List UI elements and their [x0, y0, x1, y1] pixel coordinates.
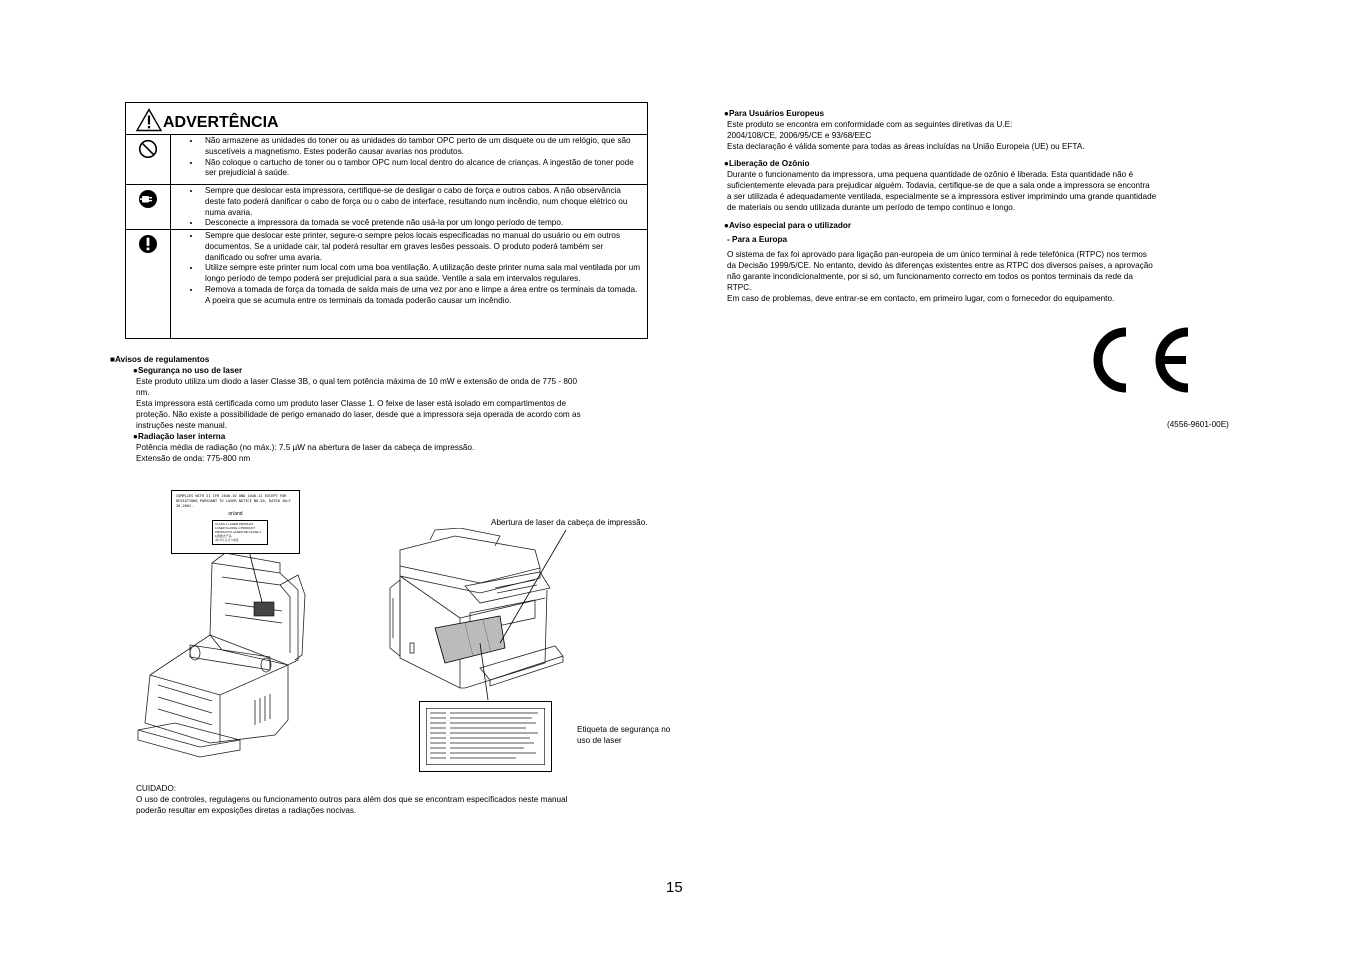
warning-item: • Utilize sempre este printer num local com uma boa ventilação. A utilização deste printer numa sala mal ventilada por um longo período de tempo poderá ser prejudicial para a sua saúde. Ventile a sala em intervalos regulares.	[201, 263, 641, 285]
page-number: 15	[666, 879, 683, 896]
warning-item: • Não armazene as unidades do toner ou as unidades do tambor OPC perto de um disquete ou de um relógio, que são suscetíveis a magnetismo. Estes poderão causar avarias nos produtos.	[201, 136, 641, 158]
warning-row	[126, 135, 647, 185]
user-notice-heading: ●Aviso especial para o utilizador	[724, 221, 852, 230]
caution-heading: CUIDADO:	[136, 784, 177, 793]
warning-item: • Não coloque o cartucho de toner ou o tambor OPC num local dentro do alcance de crianças. A ingestão de toner pode ser prejudicial à saúde.	[201, 158, 641, 180]
warning-header	[126, 103, 647, 135]
warning-item: • Sempre que deslocar este printer, segure-o sempre pelos locais especificadas no manual do usuário ou em outros documentos. Se a unidade cair, tal poderá resultar em graves lesões pessoais. O produto poderá também ser danificado ou sofrer uma avaria.	[201, 231, 641, 263]
laser-safety-text: Este produto utiliza um diodo a laser Classe 3B, o qual tem potência máxima de 10 mW e extensão de onda de 775 - 800 nm. Esta impressora está certificada como um produto laser Classe 1. O feixe de laser está isolado em compartimentos de proteção. Não existe a possibilidade de perigo emanado do laser, desde que a impressora seja operada de acordo com as instruções neste manual.	[136, 377, 581, 430]
warning-row	[126, 230, 647, 339]
prohibition-icon	[138, 139, 158, 159]
eu-users-heading: ●Para Usuários Europeus	[724, 109, 825, 118]
document-code: (4556-9601-00E)	[1167, 420, 1229, 429]
warning-item: • Desconecte a impressora da tomada se você pretende não usá-la por um longo período de tempo.	[201, 218, 641, 229]
class-1-laser-label: CLASS 1 LASER PRODUCT LASER KLASSE 1 PRODUKT PRODUCTO LASER DE CLASE 1 1级激光产品 레이저 등급 1제품	[212, 520, 268, 545]
ozone-text: Durante o funcionamento da impressora, uma pequena quantidade de ozônio é liberada. Esta quantidade não é suficientemente elevada para prejudicar alguém. Todavia, certifique-se de que a sala onde a impressora se encontra a ser utilizada é adequadamente ventilada, especialmente se a impressora estiver imprimindo uma grande quantidade de materiais ou sendo utilizada durante um período de tempo contínuo e longo.	[727, 170, 1157, 212]
regulatory-heading: ■Avisos de regulamentos	[110, 355, 210, 364]
callout-lines	[470, 525, 580, 705]
europe-subheading: - Para a Europa	[727, 235, 788, 244]
callout-laser-aperture: Abertura de laser da cabeça de impressão.	[491, 518, 648, 527]
warning-item: • Sempre que deslocar esta impressora, certifique-se de desligar o cabo de força e outros cabos. A não observância deste fato poderá danificar o cabo de força ou o cabo de interface, resultando num incêndio, num choque elétrico ou numa avaria.	[201, 186, 641, 218]
warning-row	[126, 185, 647, 230]
unplug-icon	[138, 189, 158, 209]
internal-radiation-heading: ●Radiação laser interna	[133, 432, 226, 441]
callout-safety-label: Etiqueta de segurança no uso de laser	[577, 725, 671, 745]
warning-item: • Remova a tomada de força da tomada de saída mais de uma vez por ano e limpe a área entre os terminais da tomada. A poeira que se acumula entre os terminais da tomada poderão causar um incêndio.	[201, 285, 641, 307]
eu-users-text: Este produto se encontra em conformidade com as seguintes diretivas da U.E: 2004/108/CE, 2006/95/CE e 93/68/EEC Esta declaração é válida somente para todas as áreas incluídas na União Europeia (UE) ou EFTA.	[727, 120, 1085, 151]
exclamation-icon	[138, 234, 158, 254]
warning-title: ADVERTÊNCIA	[163, 114, 279, 131]
compliance-label: COMPLIES WITH 21 CFR 1040.10 AND 1040.11 EXCEPT FOR DEVIATIONS PURSUANT TO LASER NOTICE NO.50, DATED JULY 26,2001. or/and CLASS 1 LASER PRODUCT LASER KLASSE 1 PRODUKT PRODUCTO LASER DE CLASE 1 1级激光产品 레이저 등급 1제품	[171, 490, 300, 554]
ce-mark	[1090, 324, 1194, 396]
europe-text: O sistema de fax foi aprovado para ligação pan-europeia de um único terminal à rede telefónica (RTPC) nos termos da Decisão 1999/5/CE. No entanto, devido às diferenças existentes entre as RTPC dos diversos países, a aprovação não garante incondicionalmente, por si só, um funcionamento correcto em todos os pontos terminais da rede da RTPC. Em caso de problemas, deve entrar-se em contacto, em primeiro lugar, com o fornecedor do equipamento.	[727, 250, 1153, 303]
internal-radiation-text: Potência média de radiação (no máx.): 7.5 µW na abertura de laser da cabeça de impressão. Extensão de onda: 775-800 nm	[136, 443, 475, 463]
safety-label-graphic	[426, 708, 545, 765]
laser-safety-label	[419, 701, 552, 772]
warning-box	[125, 102, 648, 339]
warning-triangle-icon	[136, 108, 162, 132]
laser-safety-heading: ●Segurança no uso de laser	[133, 366, 243, 375]
ozone-heading: ●Liberação de Ozônio	[724, 159, 810, 168]
caution-block: CUIDADO: O uso de controles, regulagens ou funcionamento outros para além dos que se encontram especificados neste manual poderão resultar em exposições diretas a radiações nocivas.	[136, 783, 696, 816]
